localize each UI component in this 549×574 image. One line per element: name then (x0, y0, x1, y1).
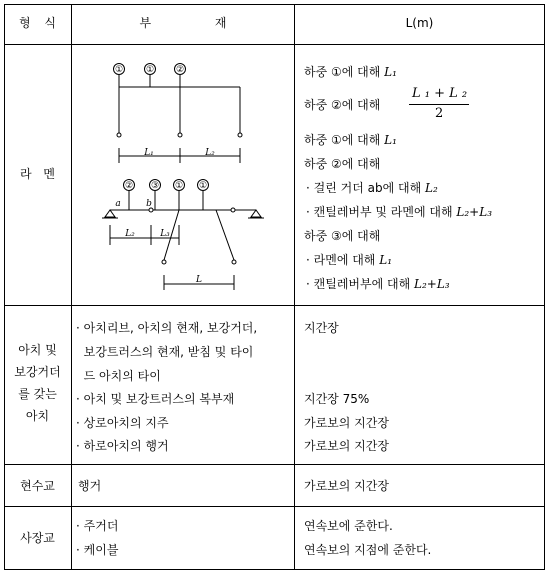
dim-label-bottom-3: L (196, 275, 202, 285)
table-border-top (4, 4, 545, 5)
rahmen-length-5 (306, 180, 438, 196)
type-rahmen: 라 멘 (20, 167, 55, 181)
rahmen-length-1-var: L₁ (384, 65, 397, 79)
rahmen-fraction-bar (409, 104, 469, 105)
rahmen-fraction-denominator: 2 (435, 106, 444, 121)
arch-length-3: 가로보의 지간장 (304, 416, 389, 430)
load-label-7: ① (198, 181, 208, 191)
type-arch-1: 아치 및 (18, 343, 57, 357)
type-cable-stayed: 사장교 (20, 531, 55, 545)
rahmen-length-8-var: L₁ (379, 253, 392, 267)
rahmen-length-5-text: · 걸린 거더 ab에 대해 (306, 181, 426, 195)
rahmen-length-9 (306, 276, 450, 292)
suspension-length: 가로보의 지간장 (304, 479, 389, 493)
type-suspension: 현수교 (20, 479, 55, 493)
rahmen-length-8-text: · 라멘에 대해 (306, 253, 380, 267)
type-arch-4: 아치 (25, 409, 50, 423)
arch-member-1: · 아치리브, 아치의 현재, 보강거더, (76, 321, 258, 335)
arch-length-1: 지간장 (304, 321, 339, 335)
load-label-2: ① (145, 65, 155, 75)
col-divider-2 (294, 4, 295, 570)
rahmen-length-3 (304, 132, 397, 148)
rahmen-length-1 (304, 64, 397, 80)
arch-member-2: 보강트러스의 현재, 받침 및 타이 (76, 345, 254, 359)
rahmen-length-7: 하중 ③에 대해 (304, 229, 381, 243)
rahmen-length-1-text: 하중 ①에 대해 (304, 65, 385, 79)
suspension-member: 행거 (78, 479, 102, 493)
table-border-right (544, 4, 545, 570)
rahmen-length-4: 하중 ②에 대해 (304, 157, 381, 171)
row-divider-rahmen (4, 305, 545, 306)
dim-label-bottom-1: L₂ (125, 229, 135, 239)
rahmen-length-9-var: L₂+L₃ (414, 277, 450, 291)
load-label-3: ② (175, 65, 185, 75)
point-a-label: a (115, 199, 121, 209)
arch-member-3: 드 아치의 타이 (76, 369, 161, 383)
type-arch-2: 보강거더 (14, 365, 61, 379)
dim-label-top-2: L₂ (205, 148, 215, 158)
header-length: L(m) (405, 16, 434, 30)
row-divider-arch (4, 464, 545, 465)
rahmen-length-8 (306, 252, 392, 268)
cable-stayed-length-1: 연속보에 준한다. (304, 519, 393, 533)
arch-member-5: · 상로아치의 지주 (76, 416, 169, 430)
rahmen-length-5-var: L₂ (425, 181, 438, 195)
cable-stayed-member-1: · 주거더 (76, 519, 119, 533)
spec-table (4, 4, 545, 570)
rahmen-fraction-numerator: L ₁ + L ₂ (412, 86, 468, 101)
load-label-6: ① (174, 181, 184, 191)
header-type: 형 식 (19, 16, 56, 30)
arch-length-4: 가로보의 지간장 (304, 439, 389, 453)
dim-label-top-1: L₁ (144, 148, 154, 158)
rahmen-length-6-var: L₂+L₃ (456, 205, 493, 219)
header-member: 부 재 (139, 16, 227, 30)
rahmen-length-9-text: · 캔틸레버부에 대해 (306, 277, 414, 291)
cable-stayed-length-2: 연속보의 지점에 준한다. (304, 543, 432, 557)
dim-label-bottom-2: L₃ (160, 229, 170, 239)
rahmen-length-3-text: 하중 ①에 대해 (304, 133, 385, 147)
load-label-5: ③ (150, 181, 160, 191)
row-divider-suspension (4, 506, 545, 507)
rahmen-length-6-text: · 캔틸레버부 및 라멘에 대해 (306, 205, 457, 219)
table-border-bottom (4, 569, 545, 570)
rahmen-length-2: 하중 ②에 대해 (304, 98, 381, 112)
arch-member-4: · 아치 및 보강트러스의 복부재 (76, 392, 235, 406)
cable-stayed-member-2: · 케이블 (76, 543, 119, 557)
rahmen-length-3-var: L₁ (384, 133, 397, 147)
type-arch-3: 를 갖는 (18, 387, 57, 401)
arch-length-2: 지간장 75% (304, 392, 370, 406)
load-label-4: ② (124, 181, 134, 191)
point-b-label: b (146, 199, 152, 209)
rahmen-diagram (72, 45, 294, 305)
arch-member-6: · 하로아치의 행거 (76, 439, 169, 453)
load-label-1: ① (114, 65, 124, 75)
rahmen-length-6 (306, 204, 492, 220)
